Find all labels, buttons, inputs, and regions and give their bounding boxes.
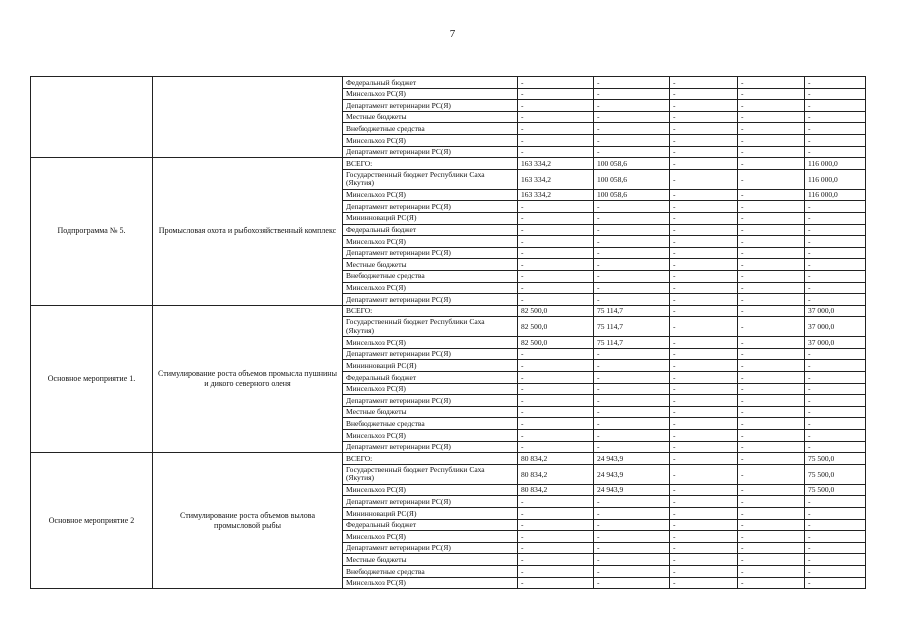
value-cell-year-2: 100 058,6 <box>594 169 670 189</box>
value-cell-year-2: - <box>594 201 670 213</box>
value-cell-year-2: 100 058,6 <box>594 189 670 201</box>
value-cell-year-3: - <box>670 464 738 484</box>
funding-source-cell: Департамент ветеринарии РС(Я) <box>343 146 518 158</box>
value-cell-year-5: - <box>805 360 866 372</box>
value-cell-year-5: - <box>805 77 866 89</box>
value-cell-year-3: - <box>670 372 738 384</box>
funding-source-cell: Минсельхоз РС(Я) <box>343 134 518 146</box>
value-cell-year-5: - <box>805 542 866 554</box>
value-cell-year-1: - <box>518 542 594 554</box>
value-cell-year-2: - <box>594 224 670 236</box>
funding-source-cell: Департамент ветеринарии РС(Я) <box>343 542 518 554</box>
value-cell-year-5: 116 000,0 <box>805 158 866 170</box>
value-cell-year-2: - <box>594 554 670 566</box>
value-cell-year-1: - <box>518 519 594 531</box>
value-cell-year-1: - <box>518 146 594 158</box>
value-cell-year-3: - <box>670 158 738 170</box>
value-cell-year-5: - <box>805 236 866 248</box>
funding-source-cell: Мининноваций РС(Я) <box>343 360 518 372</box>
value-cell-year-2: - <box>594 406 670 418</box>
funding-source-cell: Местные бюджеты <box>343 554 518 566</box>
value-cell-year-4: - <box>738 441 805 453</box>
value-cell-year-1: - <box>518 496 594 508</box>
value-cell-year-2: - <box>594 441 670 453</box>
value-cell-year-3: - <box>670 348 738 360</box>
value-cell-year-4: - <box>738 317 805 337</box>
value-cell-year-1: 80 834,2 <box>518 484 594 496</box>
value-cell-year-4: - <box>738 189 805 201</box>
value-cell-year-5: - <box>805 418 866 430</box>
funding-source-cell: Минсельхоз РС(Я) <box>343 383 518 395</box>
value-cell-year-5: 37 000,0 <box>805 317 866 337</box>
value-cell-year-3: - <box>670 134 738 146</box>
value-cell-year-3: - <box>670 531 738 543</box>
value-cell-year-5: - <box>805 577 866 589</box>
value-cell-year-4: - <box>738 337 805 349</box>
value-cell-year-1: - <box>518 111 594 123</box>
value-cell-year-1: - <box>518 430 594 442</box>
value-cell-year-4: - <box>738 565 805 577</box>
value-cell-year-4: - <box>738 201 805 213</box>
section-name-cell: Основное мероприятие 1. <box>31 305 153 453</box>
value-cell-year-1: - <box>518 247 594 259</box>
value-cell-year-1: - <box>518 282 594 294</box>
value-cell-year-3: - <box>670 247 738 259</box>
value-cell-year-3: - <box>670 519 738 531</box>
value-cell-year-4: - <box>738 212 805 224</box>
value-cell-year-1: - <box>518 348 594 360</box>
value-cell-year-2: - <box>594 134 670 146</box>
value-cell-year-5: - <box>805 123 866 135</box>
value-cell-year-2: - <box>594 77 670 89</box>
funding-source-cell: Государственный бюджет Республики Саха (Якутия) <box>343 317 518 337</box>
value-cell-year-4: - <box>738 496 805 508</box>
value-cell-year-1: - <box>518 201 594 213</box>
value-cell-year-2: - <box>594 111 670 123</box>
value-cell-year-1: 163 334,2 <box>518 169 594 189</box>
value-cell-year-3: - <box>670 88 738 100</box>
value-cell-year-4: - <box>738 294 805 306</box>
value-cell-year-3: - <box>670 430 738 442</box>
value-cell-year-3: - <box>670 111 738 123</box>
funding-source-cell: Минсельхоз РС(Я) <box>343 484 518 496</box>
value-cell-year-4: - <box>738 270 805 282</box>
value-cell-year-4: - <box>738 531 805 543</box>
section-description-cell: Промысловая охота и рыбохозяйственный комплекс <box>153 158 343 306</box>
value-cell-year-3: - <box>670 317 738 337</box>
section-description-cell: Стимулирование роста объемов промысла пушнины и дикого северного оленя <box>153 305 343 453</box>
value-cell-year-2: - <box>594 282 670 294</box>
value-cell-year-1: - <box>518 372 594 384</box>
value-cell-year-5: - <box>805 212 866 224</box>
value-cell-year-5: - <box>805 294 866 306</box>
value-cell-year-1: - <box>518 224 594 236</box>
value-cell-year-5: - <box>805 519 866 531</box>
value-cell-year-2: - <box>594 508 670 520</box>
value-cell-year-5: 75 500,0 <box>805 453 866 465</box>
funding-source-cell: ВСЕГО: <box>343 158 518 170</box>
value-cell-year-1: - <box>518 236 594 248</box>
value-cell-year-5: - <box>805 395 866 407</box>
value-cell-year-2: - <box>594 270 670 282</box>
value-cell-year-3: - <box>670 508 738 520</box>
value-cell-year-5: - <box>805 565 866 577</box>
value-cell-year-3: - <box>670 337 738 349</box>
value-cell-year-3: - <box>670 441 738 453</box>
funding-source-cell: Федеральный бюджет <box>343 519 518 531</box>
funding-source-cell: ВСЕГО: <box>343 453 518 465</box>
value-cell-year-5: - <box>805 224 866 236</box>
funding-source-cell: Департамент ветеринарии РС(Я) <box>343 201 518 213</box>
value-cell-year-5: - <box>805 134 866 146</box>
value-cell-year-1: 82 500,0 <box>518 317 594 337</box>
table-row <box>31 158 866 170</box>
value-cell-year-3: - <box>670 201 738 213</box>
table-row <box>31 305 866 317</box>
value-cell-year-4: - <box>738 453 805 465</box>
value-cell-year-4: - <box>738 111 805 123</box>
value-cell-year-1: - <box>518 441 594 453</box>
value-cell-year-3: - <box>670 395 738 407</box>
value-cell-year-1: 80 834,2 <box>518 464 594 484</box>
value-cell-year-4: - <box>738 577 805 589</box>
funding-source-cell: Внебюджетные средства <box>343 270 518 282</box>
value-cell-year-5: - <box>805 348 866 360</box>
value-cell-year-5: - <box>805 554 866 566</box>
value-cell-year-1: - <box>518 395 594 407</box>
value-cell-year-4: - <box>738 169 805 189</box>
funding-source-cell: Минсельхоз РС(Я) <box>343 88 518 100</box>
funding-source-cell: Внебюджетные средства <box>343 418 518 430</box>
value-cell-year-4: - <box>738 372 805 384</box>
value-cell-year-2: - <box>594 360 670 372</box>
value-cell-year-1: 80 834,2 <box>518 453 594 465</box>
value-cell-year-4: - <box>738 224 805 236</box>
value-cell-year-1: - <box>518 531 594 543</box>
value-cell-year-3: - <box>670 305 738 317</box>
funding-source-cell: Минсельхоз РС(Я) <box>343 189 518 201</box>
value-cell-year-5: 116 000,0 <box>805 169 866 189</box>
value-cell-year-5: - <box>805 372 866 384</box>
value-cell-year-5: - <box>805 259 866 271</box>
value-cell-year-2: 75 114,7 <box>594 317 670 337</box>
value-cell-year-2: 75 114,7 <box>594 337 670 349</box>
value-cell-year-3: - <box>670 577 738 589</box>
value-cell-year-3: - <box>670 224 738 236</box>
value-cell-year-3: - <box>670 100 738 112</box>
value-cell-year-5: 116 000,0 <box>805 189 866 201</box>
value-cell-year-2: - <box>594 294 670 306</box>
section-description-cell: Стимулирование роста объемов вылова промысловой рыбы <box>153 453 343 589</box>
value-cell-year-2: - <box>594 123 670 135</box>
value-cell-year-1: - <box>518 508 594 520</box>
value-cell-year-1: - <box>518 77 594 89</box>
funding-source-cell: Местные бюджеты <box>343 259 518 271</box>
value-cell-year-1: - <box>518 294 594 306</box>
section-name-cell: Подпрограмма № 5. <box>31 158 153 306</box>
value-cell-year-5: - <box>805 430 866 442</box>
value-cell-year-3: - <box>670 453 738 465</box>
value-cell-year-4: - <box>738 360 805 372</box>
value-cell-year-3: - <box>670 236 738 248</box>
value-cell-year-5: - <box>805 406 866 418</box>
section-name-cell: Основное мероприятие 2 <box>31 453 153 589</box>
value-cell-year-1: - <box>518 212 594 224</box>
value-cell-year-4: - <box>738 146 805 158</box>
section-name-cell <box>31 77 153 158</box>
value-cell-year-5: - <box>805 531 866 543</box>
value-cell-year-1: - <box>518 554 594 566</box>
value-cell-year-2: - <box>594 247 670 259</box>
value-cell-year-2: 24 943,9 <box>594 484 670 496</box>
value-cell-year-4: - <box>738 282 805 294</box>
value-cell-year-4: - <box>738 259 805 271</box>
value-cell-year-2: - <box>594 496 670 508</box>
funding-source-cell: Минсельхоз РС(Я) <box>343 282 518 294</box>
value-cell-year-5: - <box>805 282 866 294</box>
table-row <box>31 453 866 465</box>
value-cell-year-1: - <box>518 259 594 271</box>
value-cell-year-2: - <box>594 212 670 224</box>
value-cell-year-2: 24 943,9 <box>594 453 670 465</box>
funding-source-cell: Федеральный бюджет <box>343 224 518 236</box>
value-cell-year-1: - <box>518 360 594 372</box>
value-cell-year-5: - <box>805 146 866 158</box>
value-cell-year-1: 82 500,0 <box>518 305 594 317</box>
value-cell-year-3: - <box>670 565 738 577</box>
value-cell-year-3: - <box>670 146 738 158</box>
budget-table <box>30 76 866 589</box>
value-cell-year-4: - <box>738 305 805 317</box>
value-cell-year-1: - <box>518 577 594 589</box>
value-cell-year-3: - <box>670 484 738 496</box>
funding-source-cell: Департамент ветеринарии РС(Я) <box>343 496 518 508</box>
funding-source-cell: Местные бюджеты <box>343 406 518 418</box>
value-cell-year-5: - <box>805 383 866 395</box>
value-cell-year-3: - <box>670 406 738 418</box>
value-cell-year-2: - <box>594 418 670 430</box>
funding-source-cell: Департамент ветеринарии РС(Я) <box>343 247 518 259</box>
value-cell-year-5: - <box>805 201 866 213</box>
table-row <box>31 77 866 89</box>
value-cell-year-5: - <box>805 270 866 282</box>
value-cell-year-4: - <box>738 123 805 135</box>
value-cell-year-1: - <box>518 383 594 395</box>
value-cell-year-4: - <box>738 484 805 496</box>
value-cell-year-3: - <box>670 496 738 508</box>
funding-source-cell: Минсельхоз РС(Я) <box>343 577 518 589</box>
value-cell-year-4: - <box>738 383 805 395</box>
value-cell-year-5: - <box>805 441 866 453</box>
value-cell-year-2: - <box>594 395 670 407</box>
value-cell-year-5: - <box>805 100 866 112</box>
value-cell-year-4: - <box>738 406 805 418</box>
page-number: 7 <box>449 28 456 40</box>
value-cell-year-4: - <box>738 554 805 566</box>
value-cell-year-2: - <box>594 236 670 248</box>
value-cell-year-4: - <box>738 247 805 259</box>
value-cell-year-3: - <box>670 212 738 224</box>
funding-source-cell: Департамент ветеринарии РС(Я) <box>343 348 518 360</box>
value-cell-year-1: - <box>518 565 594 577</box>
value-cell-year-5: - <box>805 496 866 508</box>
value-cell-year-4: - <box>738 88 805 100</box>
funding-source-cell: Государственный бюджет Республики Саха (Якутия) <box>343 169 518 189</box>
value-cell-year-5: - <box>805 111 866 123</box>
value-cell-year-5: 37 000,0 <box>805 305 866 317</box>
value-cell-year-1: - <box>518 100 594 112</box>
value-cell-year-2: 24 943,9 <box>594 464 670 484</box>
value-cell-year-5: 75 500,0 <box>805 484 866 496</box>
value-cell-year-4: - <box>738 134 805 146</box>
funding-source-cell: Департамент ветеринарии РС(Я) <box>343 100 518 112</box>
funding-source-cell: Внебюджетные средства <box>343 123 518 135</box>
value-cell-year-4: - <box>738 508 805 520</box>
value-cell-year-2: - <box>594 577 670 589</box>
value-cell-year-3: - <box>670 554 738 566</box>
value-cell-year-4: - <box>738 77 805 89</box>
value-cell-year-4: - <box>738 158 805 170</box>
value-cell-year-2: - <box>594 372 670 384</box>
value-cell-year-3: - <box>670 294 738 306</box>
value-cell-year-2: - <box>594 100 670 112</box>
value-cell-year-5: 75 500,0 <box>805 464 866 484</box>
funding-source-cell: Мининноваций РС(Я) <box>343 212 518 224</box>
value-cell-year-4: - <box>738 430 805 442</box>
funding-source-cell: Федеральный бюджет <box>343 372 518 384</box>
value-cell-year-2: - <box>594 565 670 577</box>
value-cell-year-1: - <box>518 123 594 135</box>
value-cell-year-3: - <box>670 259 738 271</box>
value-cell-year-2: - <box>594 531 670 543</box>
value-cell-year-2: - <box>594 430 670 442</box>
value-cell-year-2: - <box>594 383 670 395</box>
value-cell-year-3: - <box>670 189 738 201</box>
section-description-cell <box>153 77 343 158</box>
value-cell-year-4: - <box>738 464 805 484</box>
funding-source-cell: Минсельхоз РС(Я) <box>343 430 518 442</box>
value-cell-year-1: - <box>518 134 594 146</box>
funding-source-cell: Минсельхоз РС(Я) <box>343 236 518 248</box>
value-cell-year-2: - <box>594 519 670 531</box>
funding-source-cell: Департамент ветеринарии РС(Я) <box>343 294 518 306</box>
value-cell-year-5: 37 000,0 <box>805 337 866 349</box>
value-cell-year-4: - <box>738 100 805 112</box>
funding-source-cell: Федеральный бюджет <box>343 77 518 89</box>
funding-source-cell: Департамент ветеринарии РС(Я) <box>343 441 518 453</box>
value-cell-year-3: - <box>670 77 738 89</box>
funding-source-cell: Минсельхоз РС(Я) <box>343 337 518 349</box>
value-cell-year-5: - <box>805 508 866 520</box>
value-cell-year-2: 75 114,7 <box>594 305 670 317</box>
value-cell-year-4: - <box>738 418 805 430</box>
value-cell-year-2: - <box>594 348 670 360</box>
value-cell-year-1: - <box>518 270 594 282</box>
funding-source-cell: Минсельхоз РС(Я) <box>343 531 518 543</box>
value-cell-year-4: - <box>738 395 805 407</box>
value-cell-year-3: - <box>670 270 738 282</box>
value-cell-year-4: - <box>738 542 805 554</box>
value-cell-year-1: 163 334,2 <box>518 189 594 201</box>
value-cell-year-1: - <box>518 418 594 430</box>
value-cell-year-2: - <box>594 259 670 271</box>
value-cell-year-4: - <box>738 519 805 531</box>
funding-source-cell: Мининноваций РС(Я) <box>343 508 518 520</box>
funding-source-cell: Государственный бюджет Республики Саха (Якутия) <box>343 464 518 484</box>
value-cell-year-3: - <box>670 169 738 189</box>
funding-source-cell: Внебюджетные средства <box>343 565 518 577</box>
funding-source-cell: Местные бюджеты <box>343 111 518 123</box>
funding-source-cell: ВСЕГО: <box>343 305 518 317</box>
value-cell-year-5: - <box>805 247 866 259</box>
value-cell-year-3: - <box>670 418 738 430</box>
value-cell-year-1: 163 334,2 <box>518 158 594 170</box>
value-cell-year-3: - <box>670 383 738 395</box>
value-cell-year-4: - <box>738 348 805 360</box>
value-cell-year-3: - <box>670 542 738 554</box>
value-cell-year-1: - <box>518 88 594 100</box>
value-cell-year-2: - <box>594 88 670 100</box>
value-cell-year-2: - <box>594 542 670 554</box>
value-cell-year-3: - <box>670 282 738 294</box>
value-cell-year-2: - <box>594 146 670 158</box>
value-cell-year-1: 82 500,0 <box>518 337 594 349</box>
funding-source-cell: Департамент ветеринарии РС(Я) <box>343 395 518 407</box>
value-cell-year-3: - <box>670 360 738 372</box>
value-cell-year-1: - <box>518 406 594 418</box>
value-cell-year-4: - <box>738 236 805 248</box>
value-cell-year-3: - <box>670 123 738 135</box>
value-cell-year-5: - <box>805 88 866 100</box>
value-cell-year-2: 100 058,6 <box>594 158 670 170</box>
